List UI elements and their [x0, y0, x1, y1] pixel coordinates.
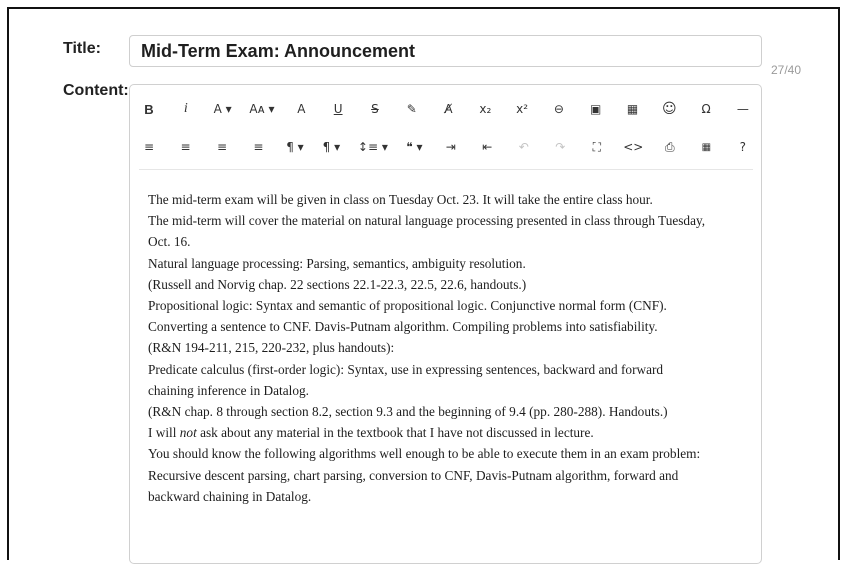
select-all-button[interactable] [696, 134, 716, 160]
content-text: ask about any material in the textbook that I have not discussed in lecture. [196, 425, 594, 441]
paragraph-icon: ¶ ▾ [286, 140, 304, 154]
justify-button[interactable] [248, 134, 268, 160]
bold-icon: B [144, 101, 154, 117]
italic-icon: i [183, 101, 188, 116]
line-height-button[interactable] [358, 134, 388, 160]
content-line: backward chaining in Datalog. [148, 488, 312, 504]
highlight-button[interactable] [402, 96, 422, 122]
redo-button[interactable] [550, 134, 570, 160]
highlight-icon: ✎ [406, 102, 417, 116]
help-icon: ? [739, 140, 746, 154]
undo-icon: ↶ [518, 140, 529, 154]
content-line: (R&N chap. 8 through section 8.2, section 9.3 and the beginning of 9.4 (pp. 280-288). Handouts.) [148, 404, 668, 420]
code-view-button[interactable] [623, 134, 643, 160]
superscript-button[interactable] [512, 96, 532, 122]
special-character-button[interactable] [696, 96, 716, 122]
omega-icon: Ω [701, 102, 711, 116]
indent-icon: ⇥ [445, 140, 456, 154]
title-input[interactable]: Mid-Term Exam: Announcement [129, 35, 762, 67]
select-all-icon: ▦ [701, 141, 712, 153]
underline-icon: U [333, 102, 343, 116]
paragraph-style-button[interactable] [321, 134, 341, 160]
emoji-button[interactable] [659, 96, 679, 122]
horizontal-rule-button[interactable] [733, 96, 753, 122]
line-height-icon: ↕≡ ▾ [357, 140, 388, 154]
font-size-button[interactable] [249, 96, 274, 122]
font-color-icon: A ▾ [213, 102, 232, 116]
content-line: The mid-term exam will be given in class on Tuesday Oct. 23. It will take the entire class hour. [148, 192, 653, 207]
background-color-button[interactable] [291, 96, 311, 122]
align-left-button[interactable] [139, 134, 159, 160]
print-icon: ⎙ [665, 139, 675, 154]
quote-icon: ❝ ▾ [406, 140, 423, 154]
image-icon: ▣ [590, 102, 602, 116]
align-right-button[interactable] [212, 134, 232, 160]
clear-format-button[interactable] [439, 96, 459, 122]
outdent-icon: ⇤ [482, 140, 493, 154]
strikethrough-button[interactable] [365, 96, 385, 122]
superscript-icon: x² [516, 102, 529, 116]
rich-text-editor[interactable] [129, 84, 762, 564]
subscript-button[interactable] [475, 96, 495, 122]
content-line: Converting a sentence to CNF. Davis-Putnam algorithm. Compiling problems into satisfiability. [148, 319, 658, 335]
title-char-counter: 27/40 [771, 63, 802, 77]
subscript-icon: x₂ [479, 102, 492, 116]
font-color-button[interactable] [213, 96, 233, 122]
indent-button[interactable] [441, 134, 461, 160]
undo-button[interactable] [514, 134, 534, 160]
content-line: Predicate calculus (first-order logic): Syntax, use in expressing sentences, backward and forward [148, 361, 664, 377]
strikethrough-icon: S [371, 102, 379, 116]
align-center-icon: ≡ [180, 140, 191, 154]
content-emphasis: not [179, 425, 197, 441]
align-left-icon: ≡ [143, 140, 155, 154]
content-line: Recursive descent parsing, chart parsing, conversion to CNF, Davis-Putnam algorithm, forward and [148, 467, 679, 483]
outdent-button[interactable] [477, 134, 497, 160]
background-color-icon: A [297, 102, 306, 116]
title-label: Title: [63, 40, 101, 57]
code-icon: <> [623, 140, 644, 154]
fullscreen-icon: ⛶ [592, 139, 601, 154]
bold-button[interactable] [139, 96, 159, 122]
content-text: I will [148, 425, 180, 441]
content-line: The mid-term will cover the material on natural language processing presented in class through Tuesday, [148, 213, 706, 229]
link-button[interactable] [549, 96, 569, 122]
content-label: Content: [63, 82, 129, 99]
print-button[interactable] [660, 134, 680, 160]
font-size-icon: Aᴀ ▾ [249, 102, 275, 116]
content-line: Propositional logic: Syntax and semantic of propositional logic. Conjunctive normal form (CNF). [148, 298, 667, 314]
content-line: Oct. 16. [148, 234, 191, 250]
table-icon: ▦ [626, 102, 639, 116]
emoji-icon: ☺ [662, 101, 677, 117]
align-center-button[interactable] [175, 134, 195, 160]
editor-content[interactable] [148, 189, 748, 507]
paragraph-style-icon: ¶ ▾ [322, 140, 341, 154]
quote-button[interactable] [404, 134, 424, 160]
table-button[interactable] [623, 96, 643, 122]
content-line: You should know the following algorithms well enough to be able to execute them in an exam problem: [148, 446, 701, 462]
toolbar-row-1 [139, 94, 753, 124]
fullscreen-button[interactable] [587, 134, 607, 160]
content-line: (Russell and Norvig chap. 22 sections 22.1-22.3, 22.5, 22.6, handouts.) [148, 276, 527, 292]
paragraph-button[interactable] [285, 134, 305, 160]
horizontal-rule-icon: — [736, 102, 749, 116]
toolbar-divider [139, 169, 753, 170]
content-line [148, 422, 748, 443]
align-right-icon: ≡ [216, 140, 227, 154]
italic-button[interactable] [176, 96, 196, 122]
content-line: (R&N 194-211, 215, 220-232, plus handouts): [148, 340, 395, 356]
content-line: chaining inference in Datalog. [148, 382, 309, 398]
image-button[interactable] [586, 96, 606, 122]
content-line: Natural language processing: Parsing, semantics, ambiguity resolution. [148, 255, 526, 271]
underline-button[interactable] [328, 96, 348, 122]
justify-icon: ≡ [253, 140, 264, 154]
clear-format-icon: A̸ [444, 102, 453, 116]
link-icon: ⊖ [553, 102, 564, 116]
help-button[interactable] [733, 134, 753, 160]
toolbar-row-2 [139, 132, 753, 162]
redo-icon: ↷ [555, 140, 566, 154]
